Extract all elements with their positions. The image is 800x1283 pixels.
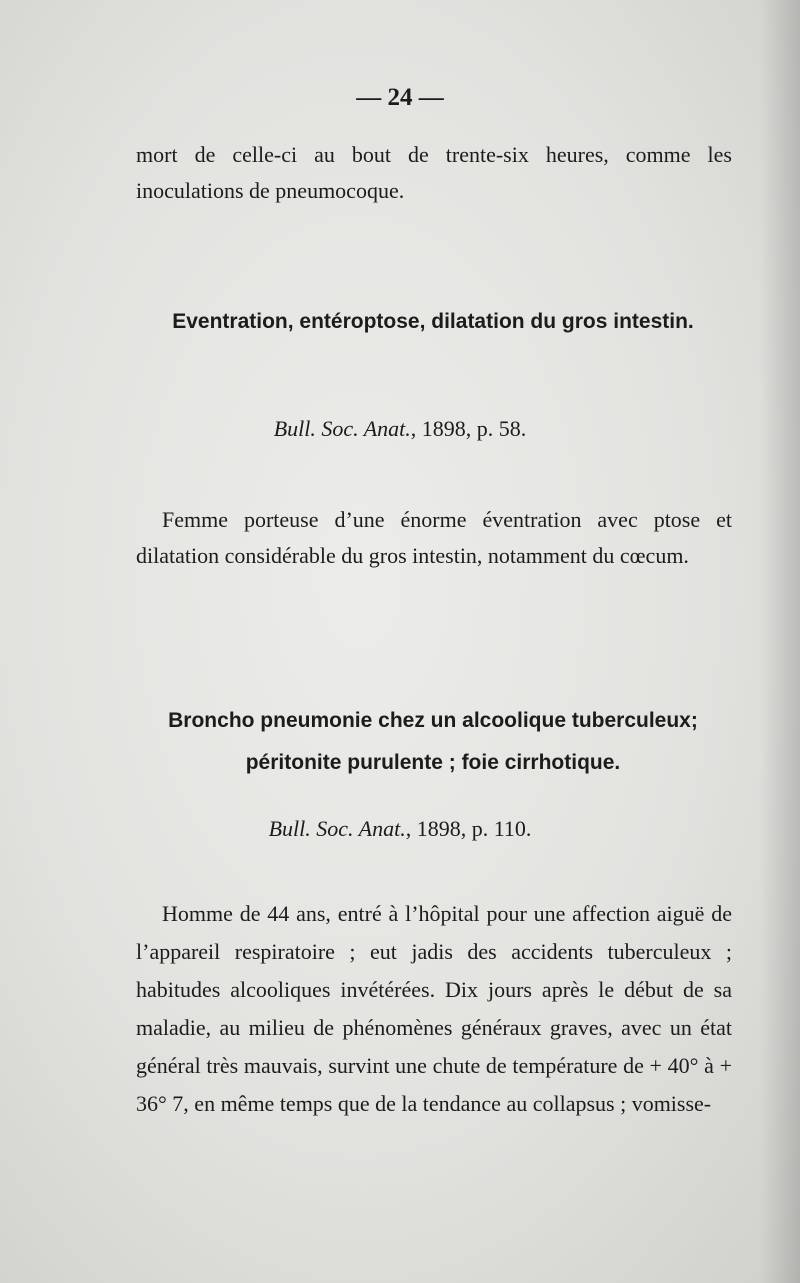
continuation-paragraph: mort de celle-ci au bout de trente-six heures, comme les inoculations de pneumocoque.: [136, 142, 732, 203]
section1-title: Eventration, entéroptose, dilatation du gros intestin.: [172, 310, 694, 333]
section1-citation-details: , 1898, p. 58.: [410, 416, 527, 441]
section1-body-block: [136, 502, 732, 574]
section2-citation-source: Bull. Soc. Anat.: [268, 816, 406, 841]
section2-body-block: [136, 895, 732, 1123]
continuation-block: [136, 137, 732, 209]
section1-citation: [0, 416, 800, 442]
section1-body: Femme porteuse d’une énorme éventration avec ptose et dilatation considérable du gros intestin, notamment du cœcum.: [136, 507, 732, 568]
page-edge-shadow: [760, 0, 800, 1283]
section2-title-line1: Broncho pneumonie chez un alcoolique tuberculeux;: [168, 709, 698, 732]
section2-title: [118, 700, 748, 784]
section2-title-line2: péritonite purulente ; foie cirrhotique.: [245, 751, 621, 774]
section2-citation: [0, 816, 800, 842]
page-number: — 24 —: [356, 84, 444, 111]
section2-body: Homme de 44 ans, entré à l’hôpital pour une affection aiguë de l’appareil respiratoire ; eut jadis des accidents tuberculeux ; habitudes alcooliques invétérées. Dix jours après le début de sa maladie, au milieu de phénomènes généraux graves, avec un état général très mauvais, survint une chute de température de + 40° à + 36° 7, en même temps que de la tendance au collapsus ; vomisse-: [136, 901, 732, 1116]
section2-citation-details: , 1898, p. 110.: [405, 816, 532, 841]
section1-citation-source: Bull. Soc. Anat.: [273, 416, 411, 441]
